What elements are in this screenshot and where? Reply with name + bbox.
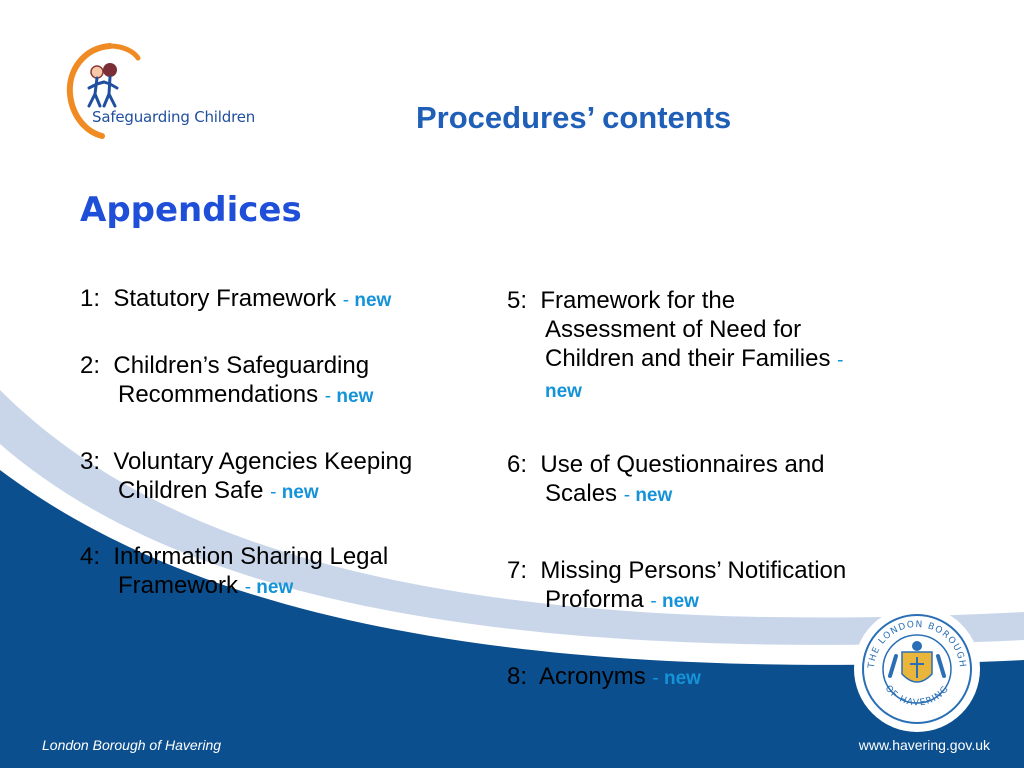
list-item bbox=[507, 450, 825, 510]
item-number: 6: bbox=[507, 451, 528, 478]
item-text-continued: Children and their Families bbox=[545, 345, 831, 372]
item-number: 5: bbox=[507, 287, 528, 314]
havering-crest-logo bbox=[852, 604, 982, 734]
list-item bbox=[80, 351, 373, 411]
list-item bbox=[507, 286, 843, 406]
crest-text-bottom: OF HAVERING bbox=[882, 683, 952, 709]
item-text-continued: Proforma bbox=[545, 586, 644, 613]
new-tag: - new bbox=[270, 482, 319, 503]
list-item bbox=[80, 284, 391, 315]
new-tag: - new bbox=[342, 290, 392, 311]
item-number: 1: bbox=[80, 285, 101, 312]
new-tag: - new bbox=[324, 386, 374, 407]
list-item bbox=[80, 542, 388, 602]
item-text-continued: Framework bbox=[118, 572, 239, 599]
item-text-continued: Scales bbox=[545, 480, 618, 507]
new-tag: - new bbox=[650, 591, 699, 612]
item-number: 2: bbox=[80, 352, 101, 379]
item-number: 3: bbox=[80, 448, 101, 475]
list-item bbox=[80, 447, 412, 507]
item-text: Framework for the bbox=[540, 287, 736, 314]
footer-org-name: London Borough of Havering bbox=[42, 737, 222, 753]
item-number: 4: bbox=[80, 543, 101, 570]
item-number: 7: bbox=[507, 557, 528, 584]
item-text: Information Sharing Legal bbox=[113, 543, 389, 570]
new-tag: - new bbox=[652, 668, 701, 689]
new-tag: new bbox=[545, 381, 582, 402]
list-item bbox=[507, 556, 846, 616]
list-item bbox=[507, 662, 701, 693]
safeguarding-children-logo bbox=[62, 42, 262, 142]
item-text-continued: Children Safe bbox=[118, 477, 264, 504]
page-title: Procedures’ contents bbox=[416, 100, 732, 135]
item-number: 8: bbox=[507, 663, 528, 690]
crest-text-top: THE LONDON BOROUGH bbox=[866, 619, 968, 669]
footer-website-link[interactable]: www.havering.gov.uk bbox=[858, 737, 990, 753]
new-tag: - new bbox=[244, 577, 294, 598]
item-text-continued: Assessment of Need for bbox=[545, 316, 802, 343]
item-text: Use of Questionnaires and bbox=[540, 451, 825, 478]
new-tag-dash: - bbox=[837, 350, 844, 371]
logo-text: Safeguarding Children bbox=[92, 108, 256, 126]
item-text: Voluntary Agencies Keeping bbox=[113, 448, 413, 475]
section-heading: Appendices bbox=[80, 190, 302, 230]
item-text: Children’s Safeguarding bbox=[113, 352, 370, 379]
item-text-continued: Recommendations bbox=[118, 381, 319, 408]
item-text: Statutory Framework bbox=[113, 285, 337, 312]
item-text: Acronyms bbox=[539, 663, 646, 690]
new-tag: - new bbox=[623, 485, 673, 506]
item-text: Missing Persons’ Notification bbox=[540, 557, 847, 584]
